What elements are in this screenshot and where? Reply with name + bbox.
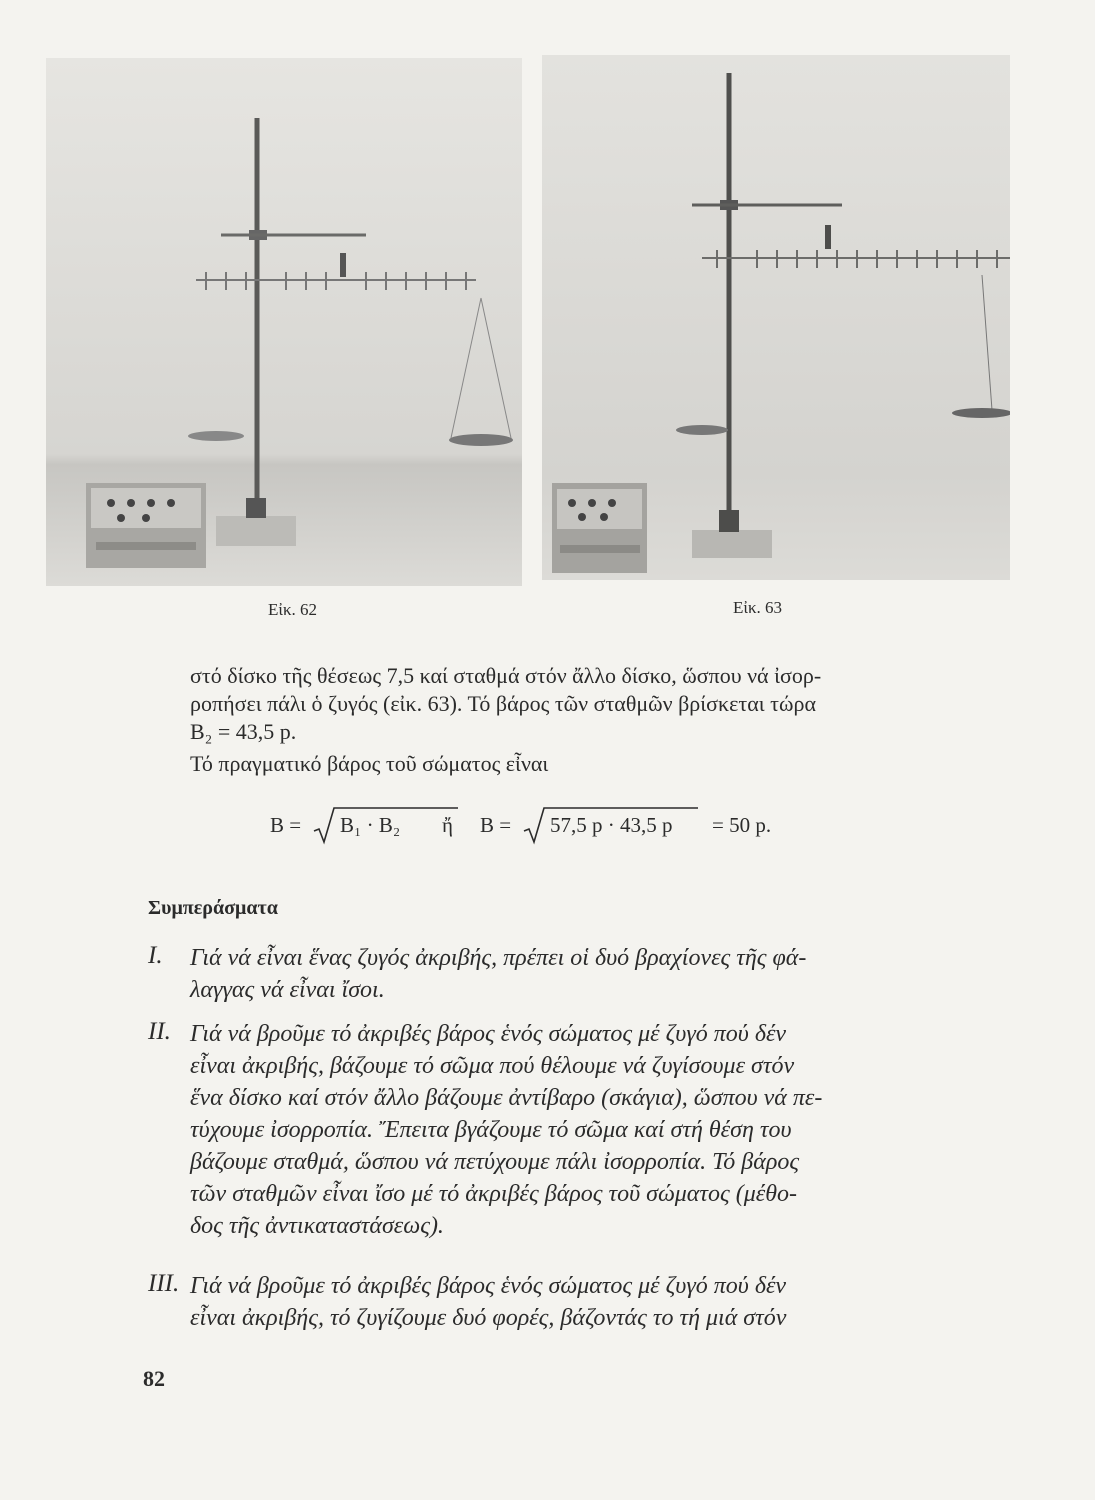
page-number: 82 xyxy=(143,1366,165,1391)
formula-lhs: B = xyxy=(270,813,302,837)
pan-left xyxy=(676,425,728,435)
pan-left xyxy=(188,431,244,441)
paragraph-line: στό δίσκο τῆς θέσεως 7,5 καί σταθμά στόν ἄλλο δίσκο, ὥσπου νά ἰσορ- xyxy=(190,663,822,688)
paragraph-line: ροπήσει πάλι ὁ ζυγός (εἰκ. 63). Τό βάρος τῶν σταθμῶν βρίσκεται τώρα xyxy=(190,691,816,716)
conclusion-text xyxy=(190,942,952,1006)
pan-right xyxy=(952,408,1010,418)
conclusion-line: Γιά νά βροῦμε τό ἀκριβές βάρος ἑνός σώματος μέ ζυγό πού δέν xyxy=(190,1021,787,1047)
formula-root-1: B₁ · B₂ xyxy=(340,813,401,837)
paragraph-line: B₂ = 43,5 p. xyxy=(190,719,297,744)
formula-or: ἤ xyxy=(442,813,453,837)
weight-formula xyxy=(270,805,910,845)
conclusion-line: τύχουμε ἰσορροπία. Ἔπειτα βγάζουμε τό σῶμα καί στή θέση του xyxy=(190,1117,792,1143)
stand-foot xyxy=(246,498,266,518)
conclusion-number: I. xyxy=(148,942,163,969)
conclusion-line: λαγγας νά εἶναι ἴσοι. xyxy=(190,977,385,1003)
conclusion-number: II. xyxy=(148,1018,171,1045)
formula-result: = 50 p. xyxy=(712,813,772,837)
body-paragraph xyxy=(190,662,950,778)
weight-box xyxy=(86,483,206,568)
conclusion-text xyxy=(190,1018,952,1242)
conclusion-line: δος τῆς ἀντικαταστάσεως). xyxy=(190,1213,444,1239)
pan-right xyxy=(449,434,513,446)
conclusion-text xyxy=(190,1270,952,1334)
figure-62-photo xyxy=(46,58,522,586)
formula-root-2: 57,5 p · 43,5 p xyxy=(550,813,673,837)
hanging-weight xyxy=(825,225,831,249)
weight-box xyxy=(552,483,647,573)
figure-62-caption: Εἰκ. 62 xyxy=(268,600,318,619)
figure-63-caption: Εἰκ. 63 xyxy=(733,598,783,617)
hanging-weight xyxy=(340,253,346,277)
stand-base xyxy=(216,516,296,546)
conclusions-heading: Συμπεράσματα xyxy=(148,897,278,919)
conclusion-line: τῶν σταθμῶν εἶναι ἴσο μέ τό ἀκριβές βάρος τοῦ σώματος (μέθο- xyxy=(190,1181,797,1207)
paragraph-line: Τό πραγματικό βάρος τοῦ σώματος εἶναι xyxy=(190,751,549,776)
conclusion-line: εἶναι ἀκριβής, τό ζυγίζουμε δυό φορές, βάζοντάς το τή μιά στόν xyxy=(190,1305,787,1331)
conclusion-number: III. xyxy=(148,1270,180,1297)
formula-lhs-2: B = xyxy=(480,813,512,837)
conclusion-line: ἕνα δίσκο καί στόν ἄλλο βάζουμε ἀντίβαρο (σκάγια), ὥσπου νά πε- xyxy=(190,1085,823,1111)
figure-63-photo xyxy=(542,55,1010,580)
conclusion-line: Γιά νά βροῦμε τό ἀκριβές βάρος ἑνός σώματος μέ ζυγό πού δέν xyxy=(190,1273,787,1299)
stand-base xyxy=(692,530,772,558)
conclusion-line: βάζουμε σταθμά, ὥσπου νά πετύχουμε πάλι ἰσορροπία. Τό βάρος xyxy=(190,1149,800,1175)
stand-foot xyxy=(719,510,739,532)
conclusion-line: εἶναι ἀκριβής, βάζουμε τό σῶμα πού θέλουμε νά ζυγίσουμε στόν xyxy=(190,1053,795,1079)
conclusion-line: Γιά νά εἶναι ἕνας ζυγός ἀκριβής, πρέπει οἱ δυό βραχίονες τῆς φά- xyxy=(190,945,807,971)
